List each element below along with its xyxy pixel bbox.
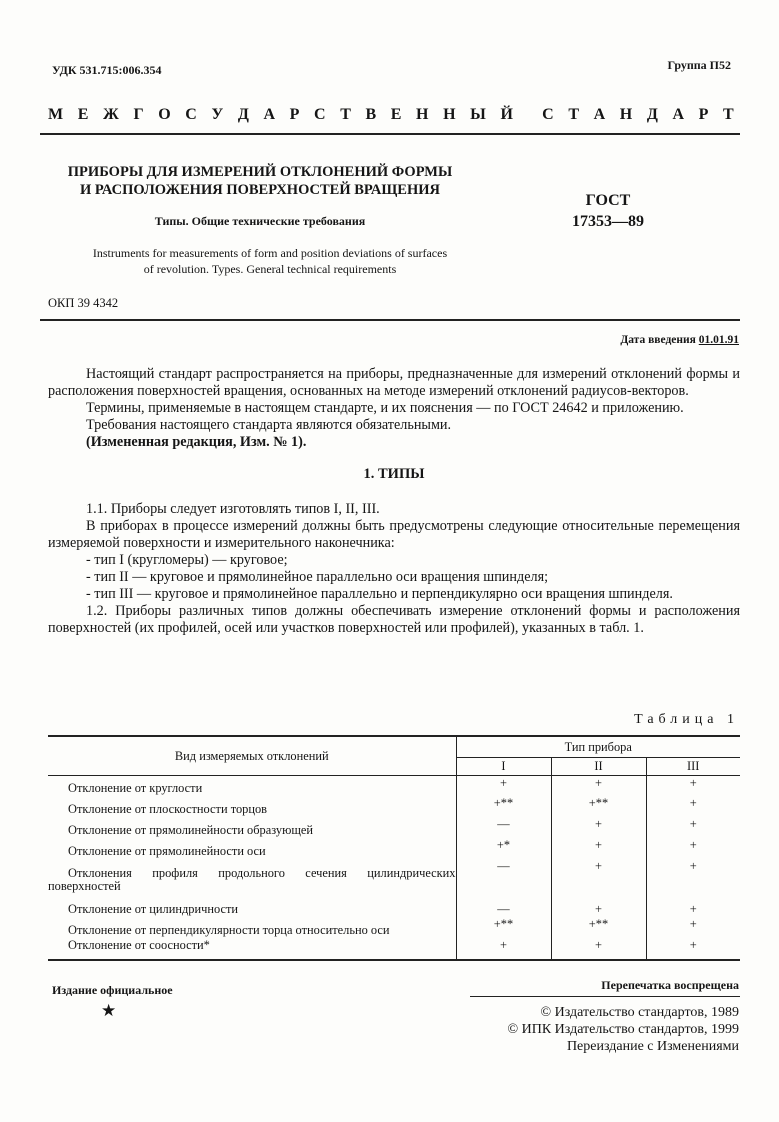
gost-label: ГОСТ [585, 192, 631, 209]
table-row [48, 938, 740, 960]
copyright-line: © ИПК Издательство стандартов, 1999 [507, 1022, 739, 1037]
column-header-deviation: Вид измеряемых отклонений [48, 736, 456, 776]
table-row [48, 817, 740, 838]
heading-letter: А [593, 106, 606, 123]
header-rule [40, 133, 740, 135]
document-subtitle: Типы. Общие технические требования [154, 214, 366, 228]
paragraph: Термины, применяемые в настоящем стандарте, и их пояснения — по ГОСТ 24642 и приложению. [86, 400, 684, 416]
table-row [48, 776, 740, 796]
gost-designation [548, 190, 668, 232]
heading-letter: Д [237, 106, 249, 123]
heading-letter: О [158, 106, 171, 123]
heading-letter: Р [289, 106, 300, 123]
type-mark: + [646, 838, 740, 859]
type-mark: + [646, 796, 740, 817]
heading-letter: Ы [470, 106, 486, 123]
udk-code: УДК 531.715:006.354 [52, 63, 162, 77]
english-title [40, 245, 500, 277]
type-mark: + [551, 938, 646, 960]
deviation-name: Отклонение от прямолинейности оси [68, 843, 266, 858]
table-row [48, 838, 740, 859]
paragraph: 1.1. Приборы следует изготовлять типов I, II, III. [86, 501, 380, 517]
amendment-note: (Измененная редакция, Изм. № 1). [86, 434, 307, 450]
column-header-type: Тип прибора [456, 736, 740, 758]
heading-letter: У [211, 106, 224, 123]
deviation-name: Отклонение от прямолинейности образующей [68, 822, 313, 837]
type-mark: + [646, 859, 740, 893]
document-title [40, 163, 480, 199]
title-line: И РАСПОЛОЖЕНИЯ ПОВЕРХНОСТЕЙ ВРАЩЕНИЯ [79, 182, 441, 198]
type-mark: + [456, 938, 551, 960]
heading-letter: А [263, 106, 276, 123]
heading-letter: Д [646, 106, 658, 123]
table-row [48, 917, 740, 938]
type-mark: — [456, 893, 551, 917]
type-mark: +** [551, 796, 646, 817]
heading-letter: Е [390, 106, 402, 123]
type-header-1: I [456, 758, 551, 776]
effective-date-value: 01.01.91 [698, 334, 739, 346]
type-header-2: II [551, 758, 646, 776]
type-mark: +** [456, 917, 551, 938]
effective-date [620, 334, 739, 346]
type-mark: + [646, 776, 740, 796]
type-mark: + [456, 776, 551, 796]
heading-letter: Й [500, 106, 513, 123]
heading-letter: Т [723, 106, 734, 123]
deviation-name: Отклонение от перпендикулярности торца относительно оси [68, 922, 390, 937]
type-mark: + [551, 776, 646, 796]
deviation-types-table [48, 735, 740, 961]
heading-letter: Н [443, 106, 456, 123]
reprint-prohibited: Перепечатка воспрещена [601, 978, 739, 992]
heading-letter: Н [416, 106, 429, 123]
gost-number: 17353—89 [572, 213, 644, 230]
type-mark: +** [551, 917, 646, 938]
heading-letter: Г [133, 106, 144, 123]
type-mark: + [646, 938, 740, 960]
type-mark: + [551, 893, 646, 917]
copyright-block [507, 1004, 739, 1055]
paragraph: Настоящий стандарт распространяется на приборы, предназначенные для измерений отклонений формы и расположения поверхностей вращения, основанных на методе измерений отклонений радиусов-векторов. [48, 366, 740, 399]
title-rule [40, 319, 740, 321]
heading-letter: В [365, 106, 377, 123]
copyright-line: © Издательство стандартов, 1989 [540, 1005, 739, 1020]
type-mark: +** [456, 796, 551, 817]
heading-letter: Ж [103, 106, 119, 123]
deviation-name: Отклонение от соосности* [48, 938, 456, 960]
heading-letter: Т [340, 106, 351, 123]
heading-letter: М [48, 106, 64, 123]
type-header-3: III [646, 758, 740, 776]
okp-code: ОКП 39 4342 [48, 296, 119, 310]
deviation-name-text: Отклонения профиля продольного сечения цилиндрических поверхностей [48, 865, 456, 893]
table-row [48, 893, 740, 917]
type-mark: + [646, 817, 740, 838]
effective-date-label: Дата введения [620, 334, 696, 346]
heading-letter: С [185, 106, 197, 123]
heading-letter: Т [568, 106, 579, 123]
list-item: - тип II — круговое и прямолинейное параллельно оси вращения шпинделя; [86, 569, 549, 585]
document-body [48, 366, 740, 637]
type-mark: — [456, 817, 551, 838]
group-code: Группа П52 [667, 58, 731, 72]
paragraph: В приборах в процессе измерений должны быть предусмотрены следующие относительные перемещения измеряемой поверхности и измерительного наконечника: [48, 518, 740, 551]
deviation-name: Отклонение от плоскостности торцов [68, 801, 268, 816]
deviation-name [48, 859, 456, 893]
section-heading: 1. ТИПЫ [363, 466, 425, 482]
footer-rule [470, 996, 740, 997]
type-mark: + [646, 917, 740, 938]
type-mark: + [551, 838, 646, 859]
english-title-line: of revolution. Types. General technical requirements [143, 262, 397, 276]
heading-letter: Н [619, 106, 633, 123]
star-icon: ★ [101, 1001, 117, 1020]
heading-letter: С [314, 106, 326, 123]
type-mark: + [551, 817, 646, 838]
paragraph: 1.2. Приборы различных типов должны обеспечивать измерение отклонений формы и расположения поверхностей (их профилей, осей или участков поверхностей или профилей), указанных в табл. 1. [48, 603, 740, 636]
heading-letter: А [672, 106, 685, 123]
type-mark: + [551, 859, 646, 893]
list-item: - тип I (кругломеры) — круговое; [86, 552, 288, 568]
heading-letter: Е [77, 106, 89, 123]
table-caption: Таблица 1 [634, 712, 739, 727]
type-mark: +* [456, 838, 551, 859]
english-title-line: Instruments for measurements of form and position deviations of surfaces [92, 246, 448, 260]
title-line: ПРИБОРЫ ДЛЯ ИЗМЕРЕНИЙ ОТКЛОНЕНИЙ ФОРМЫ [67, 164, 453, 180]
deviation-name: Отклонение от круглости [68, 780, 203, 795]
paragraph: Требования настоящего стандарта являются обязательными. [86, 417, 452, 433]
type-mark: — [456, 859, 551, 893]
official-edition: Издание официальное [52, 983, 173, 997]
heading-letter: С [542, 106, 554, 123]
table-row [48, 796, 740, 817]
heading-letter: Р [698, 106, 709, 123]
reissue-note: Переиздание с Изменениями [566, 1039, 739, 1054]
type-mark: + [646, 893, 740, 917]
interstate-standard-heading [48, 103, 734, 127]
list-item: - тип III — круговое и прямолинейное параллельно и перпендикулярно оси вращения шпинделя. [86, 586, 673, 602]
deviation-name: Отклонение от цилиндричности [68, 901, 239, 916]
table-row [48, 859, 740, 893]
